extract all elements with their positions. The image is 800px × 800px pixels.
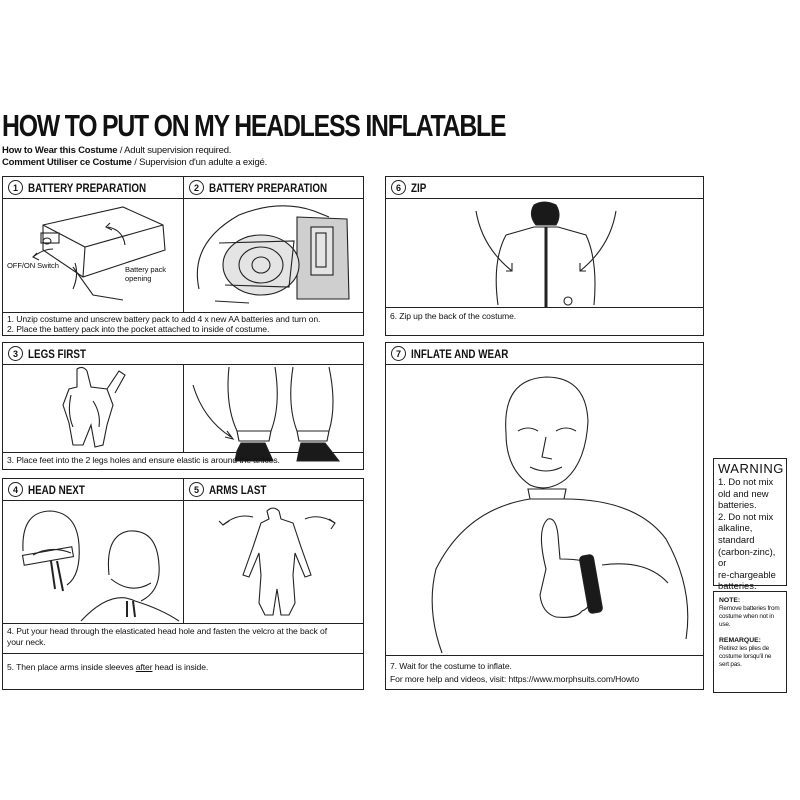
subtitle-french-rest: / Supervision d'un adulte a exigé. <box>131 157 268 168</box>
subtitle-english-bold: How to Wear this Costume <box>2 145 118 156</box>
step-2-heading: BATTERY PREPARATION <box>209 180 328 195</box>
step-4-header <box>3 479 97 500</box>
subtitle-english-rest: / Adult supervision required. <box>117 145 232 156</box>
ankles-elastic-illustration <box>189 365 361 451</box>
warning-line: batteries. <box>718 499 757 511</box>
step-6-instruction: 6. Zip up the back of the costume. <box>390 311 517 321</box>
warning-line: alkaline, <box>718 522 753 534</box>
note-title-english: NOTE: <box>719 597 741 604</box>
step-5-text-post: head is inside. <box>152 662 209 672</box>
head-next-illustration <box>11 505 181 621</box>
step-2-number: 2 <box>189 180 204 195</box>
step-2-instruction: 2. Place the battery pack into the pocket attached to inside of costume. <box>7 324 270 334</box>
step-5-text-pre: 5. Then place arms inside sleeves <box>7 662 136 672</box>
subtitle-french <box>2 157 267 168</box>
step-4-number: 4 <box>8 482 23 497</box>
step-5-number: 5 <box>189 482 204 497</box>
page-title: HOW TO PUT ON MY HEADLESS INFLATABLE <box>2 108 506 143</box>
warning-line: standard <box>718 533 755 545</box>
step-1-number: 1 <box>8 180 23 195</box>
step-5-heading: ARMS LAST <box>209 482 267 497</box>
warning-line: 1. Do not mix <box>718 476 774 487</box>
step-7-help-link[interactable]: For more help and videos, visit: https://www.morphsuits.com/Howto <box>390 674 640 684</box>
step-7-panel <box>385 342 704 690</box>
subtitle-english <box>2 145 231 156</box>
warning-box <box>713 458 787 592</box>
step-4-instruction-line1: 4. Put your head through the elasticated head hole and fasten the velcro at the back of <box>7 626 327 636</box>
legs-first-figure-illustration <box>43 365 143 451</box>
zip-back-illustration <box>476 201 616 307</box>
step-7-number: 7 <box>391 346 406 361</box>
step-5-text-underlined: after <box>135 662 153 672</box>
pocket-fan-illustration <box>189 203 359 311</box>
step-5-header <box>184 479 279 500</box>
step-3-panel <box>2 342 364 470</box>
step-1-instruction: 1. Unzip costume and unscrew battery pack to add 4 x new AA batteries and turn on. <box>7 314 321 324</box>
step-1-2-panel <box>2 176 364 336</box>
step-6-header <box>386 177 430 198</box>
step-4-heading: HEAD NEXT <box>28 482 85 497</box>
inflate-and-wear-illustration <box>406 369 696 653</box>
step-4-5-panel <box>2 478 364 690</box>
step-3-instruction: 3. Place feet into the 2 legs holes and ensure elastic is around the ankles. <box>7 455 280 465</box>
note-body-english: Remove batteries from costume when not in use. <box>719 605 780 629</box>
step-7-header <box>386 343 530 364</box>
warning-line: re-chargeable <box>718 568 776 580</box>
warning-line: 2. Do not mix <box>718 510 774 522</box>
note-body-french: Retirez les piles de costume lorsqu'il ne sert pas. <box>719 644 772 669</box>
step-1-heading: BATTERY PREPARATION <box>28 180 147 195</box>
battery-pack-label-line1: Battery pack <box>125 265 167 274</box>
step-7-heading: INFLATE AND WEAR <box>411 346 509 361</box>
step-7-instruction: 7. Wait for the costume to inflate. <box>390 661 512 671</box>
step-5-instruction <box>7 662 208 673</box>
warning-line: old and new <box>718 487 769 499</box>
step-3-heading: LEGS FIRST <box>28 346 86 361</box>
subtitle-french-bold: Comment Utiliser ce Costume <box>2 157 132 168</box>
step-2-header <box>184 177 353 198</box>
step-1-header <box>3 177 172 198</box>
step-6-heading: ZIP <box>411 180 427 195</box>
step-6-number: 6 <box>391 180 406 195</box>
battery-pack-opening-label <box>125 265 166 283</box>
note-box <box>713 591 787 693</box>
step-3-number: 3 <box>8 346 23 361</box>
note-title-french: REMARQUE: <box>719 636 761 644</box>
step-3-header <box>3 343 99 364</box>
battery-pack-illustration <box>13 205 178 305</box>
warning-line: batteries. <box>718 580 757 592</box>
step-6-panel <box>385 176 704 336</box>
off-on-switch-label: OFF/ON Switch <box>7 261 59 270</box>
arms-last-illustration <box>189 503 361 621</box>
warning-line: (carbon-zinc), or <box>718 545 776 569</box>
battery-pack-label-line2: opening <box>125 274 152 283</box>
warning-title: WARNING <box>718 461 784 476</box>
step-4-instruction-line2: your neck. <box>7 637 46 647</box>
